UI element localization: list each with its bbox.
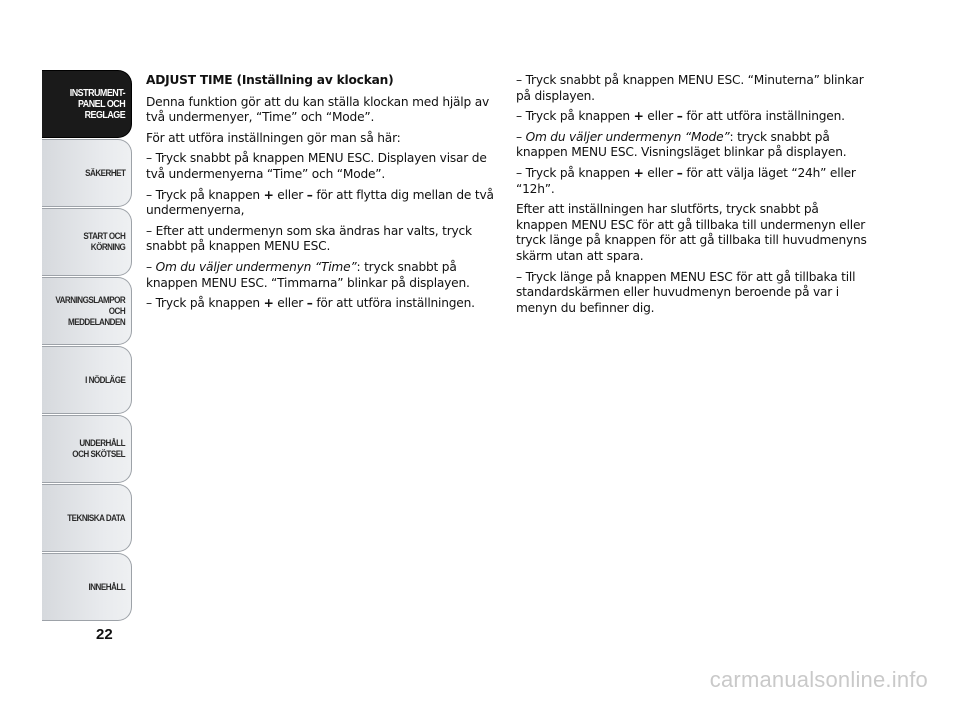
section-sidebar <box>42 70 132 622</box>
text-run: för att utföra inställningen. <box>312 296 475 311</box>
section-heading: ADJUST TIME (Inställning av klockan) <box>146 73 394 87</box>
tab-label: VARNINGSLAMPOR OCH MEDDELANDEN <box>55 294 125 328</box>
text-run: eller <box>273 187 307 202</box>
text-run: för att flytta dig mellan de två undermenyerna, <box>146 187 494 218</box>
paragraph <box>516 109 872 125</box>
text-run: – Tryck på knappen <box>146 296 264 311</box>
tab-innehall[interactable] <box>42 553 132 621</box>
paragraph: – Tryck länge på knappen MENU ESC för att gå tillbaka till standardskärmen eller huvudmenyn beroende på var i menyn du befinner dig. <box>516 269 856 315</box>
tab-label: INNEHÅLL <box>88 581 125 593</box>
paragraph: – Tryck snabbt på knappen MENU ESC. “Minuterna” blinkar på displayen. <box>516 73 864 103</box>
italic-run: – Om du väljer undermenyn “Time” <box>146 259 357 274</box>
plus-symbol: + <box>263 187 274 202</box>
plus-symbol: + <box>633 109 644 124</box>
text-run: för att välja läget “24h” eller “12h”. <box>516 165 856 196</box>
tab-label: START OCH KÖRNING <box>83 231 125 253</box>
text-run: – Tryck på knappen <box>516 165 634 180</box>
text-run: för att utföra inställningen. <box>682 109 845 124</box>
text-run: : tryck snabbt på knappen MENU ESC. Visningsläget blinkar på displayen. <box>516 129 847 160</box>
paragraph: Efter att inställningen har slutförts, tryck snabbt på knappen MENU ESC för att gå tillbaka till undermenyn eller tryck länge på knappen för att gå tillbaka till huvudmenyns skärm utan att spara. <box>516 202 867 263</box>
paragraph: – Efter att undermenyn som ska ändras har valts, tryck snabbt på knappen MENU ESC. <box>146 223 472 254</box>
text-run: – Tryck på knappen <box>146 187 264 202</box>
tab-label: INSTRUMENT- PANEL OCH REGLAGE <box>69 86 125 121</box>
text-run: : tryck snabbt på knappen MENU ESC. “Timmarna” blinkar på displayen. <box>146 259 470 290</box>
plus-symbol: + <box>633 165 644 180</box>
tab-instrumentpanel-och-reglage[interactable] <box>42 70 132 138</box>
tab-i-nodlage[interactable] <box>42 346 132 414</box>
left-column <box>146 73 496 317</box>
paragraph <box>516 130 872 161</box>
paragraph: För att utföra inställningen gör man så här: <box>146 130 401 145</box>
italic-run: – Om du väljer undermenyn “Mode” <box>516 129 730 144</box>
right-column <box>516 73 872 321</box>
tab-varningslampor[interactable] <box>42 277 132 345</box>
tab-label: TEKNISKA DATA <box>67 512 125 524</box>
paragraph: – Tryck snabbt på knappen MENU ESC. Displayen visar de två undermenyerna “Time” och “Mode”. <box>146 151 487 181</box>
text-run: eller <box>643 109 677 124</box>
text-run: – Tryck på knappen <box>516 109 634 124</box>
minus-symbol: – <box>306 296 313 311</box>
paragraph <box>146 188 496 219</box>
tab-start-och-korning[interactable] <box>42 208 132 276</box>
watermark: carmanualsonline.info <box>709 667 928 692</box>
minus-symbol: – <box>306 187 313 202</box>
paragraph <box>146 260 496 291</box>
paragraph <box>516 166 872 197</box>
plus-symbol: + <box>263 296 274 311</box>
minus-symbol: – <box>676 165 683 180</box>
paragraph <box>146 296 496 312</box>
tab-label: UNDERHÅLL OCH SKÖTSEL <box>72 438 125 460</box>
paragraph: Denna funktion gör att du kan ställa klockan med hjälp av två undermenyer, “Time” och “Mode”. <box>146 94 489 125</box>
minus-symbol: – <box>676 109 683 124</box>
text-run: eller <box>643 165 677 180</box>
tab-label: I NÖDLÄGE <box>84 374 125 386</box>
page-number: 22 <box>96 626 113 643</box>
text-run: eller <box>273 296 307 311</box>
tab-sakerhet[interactable] <box>42 139 132 207</box>
tab-underhall-och-skotsel[interactable] <box>42 415 132 483</box>
tab-label: SÄKERHET <box>84 167 125 179</box>
tab-tekniska-data[interactable] <box>42 484 132 552</box>
